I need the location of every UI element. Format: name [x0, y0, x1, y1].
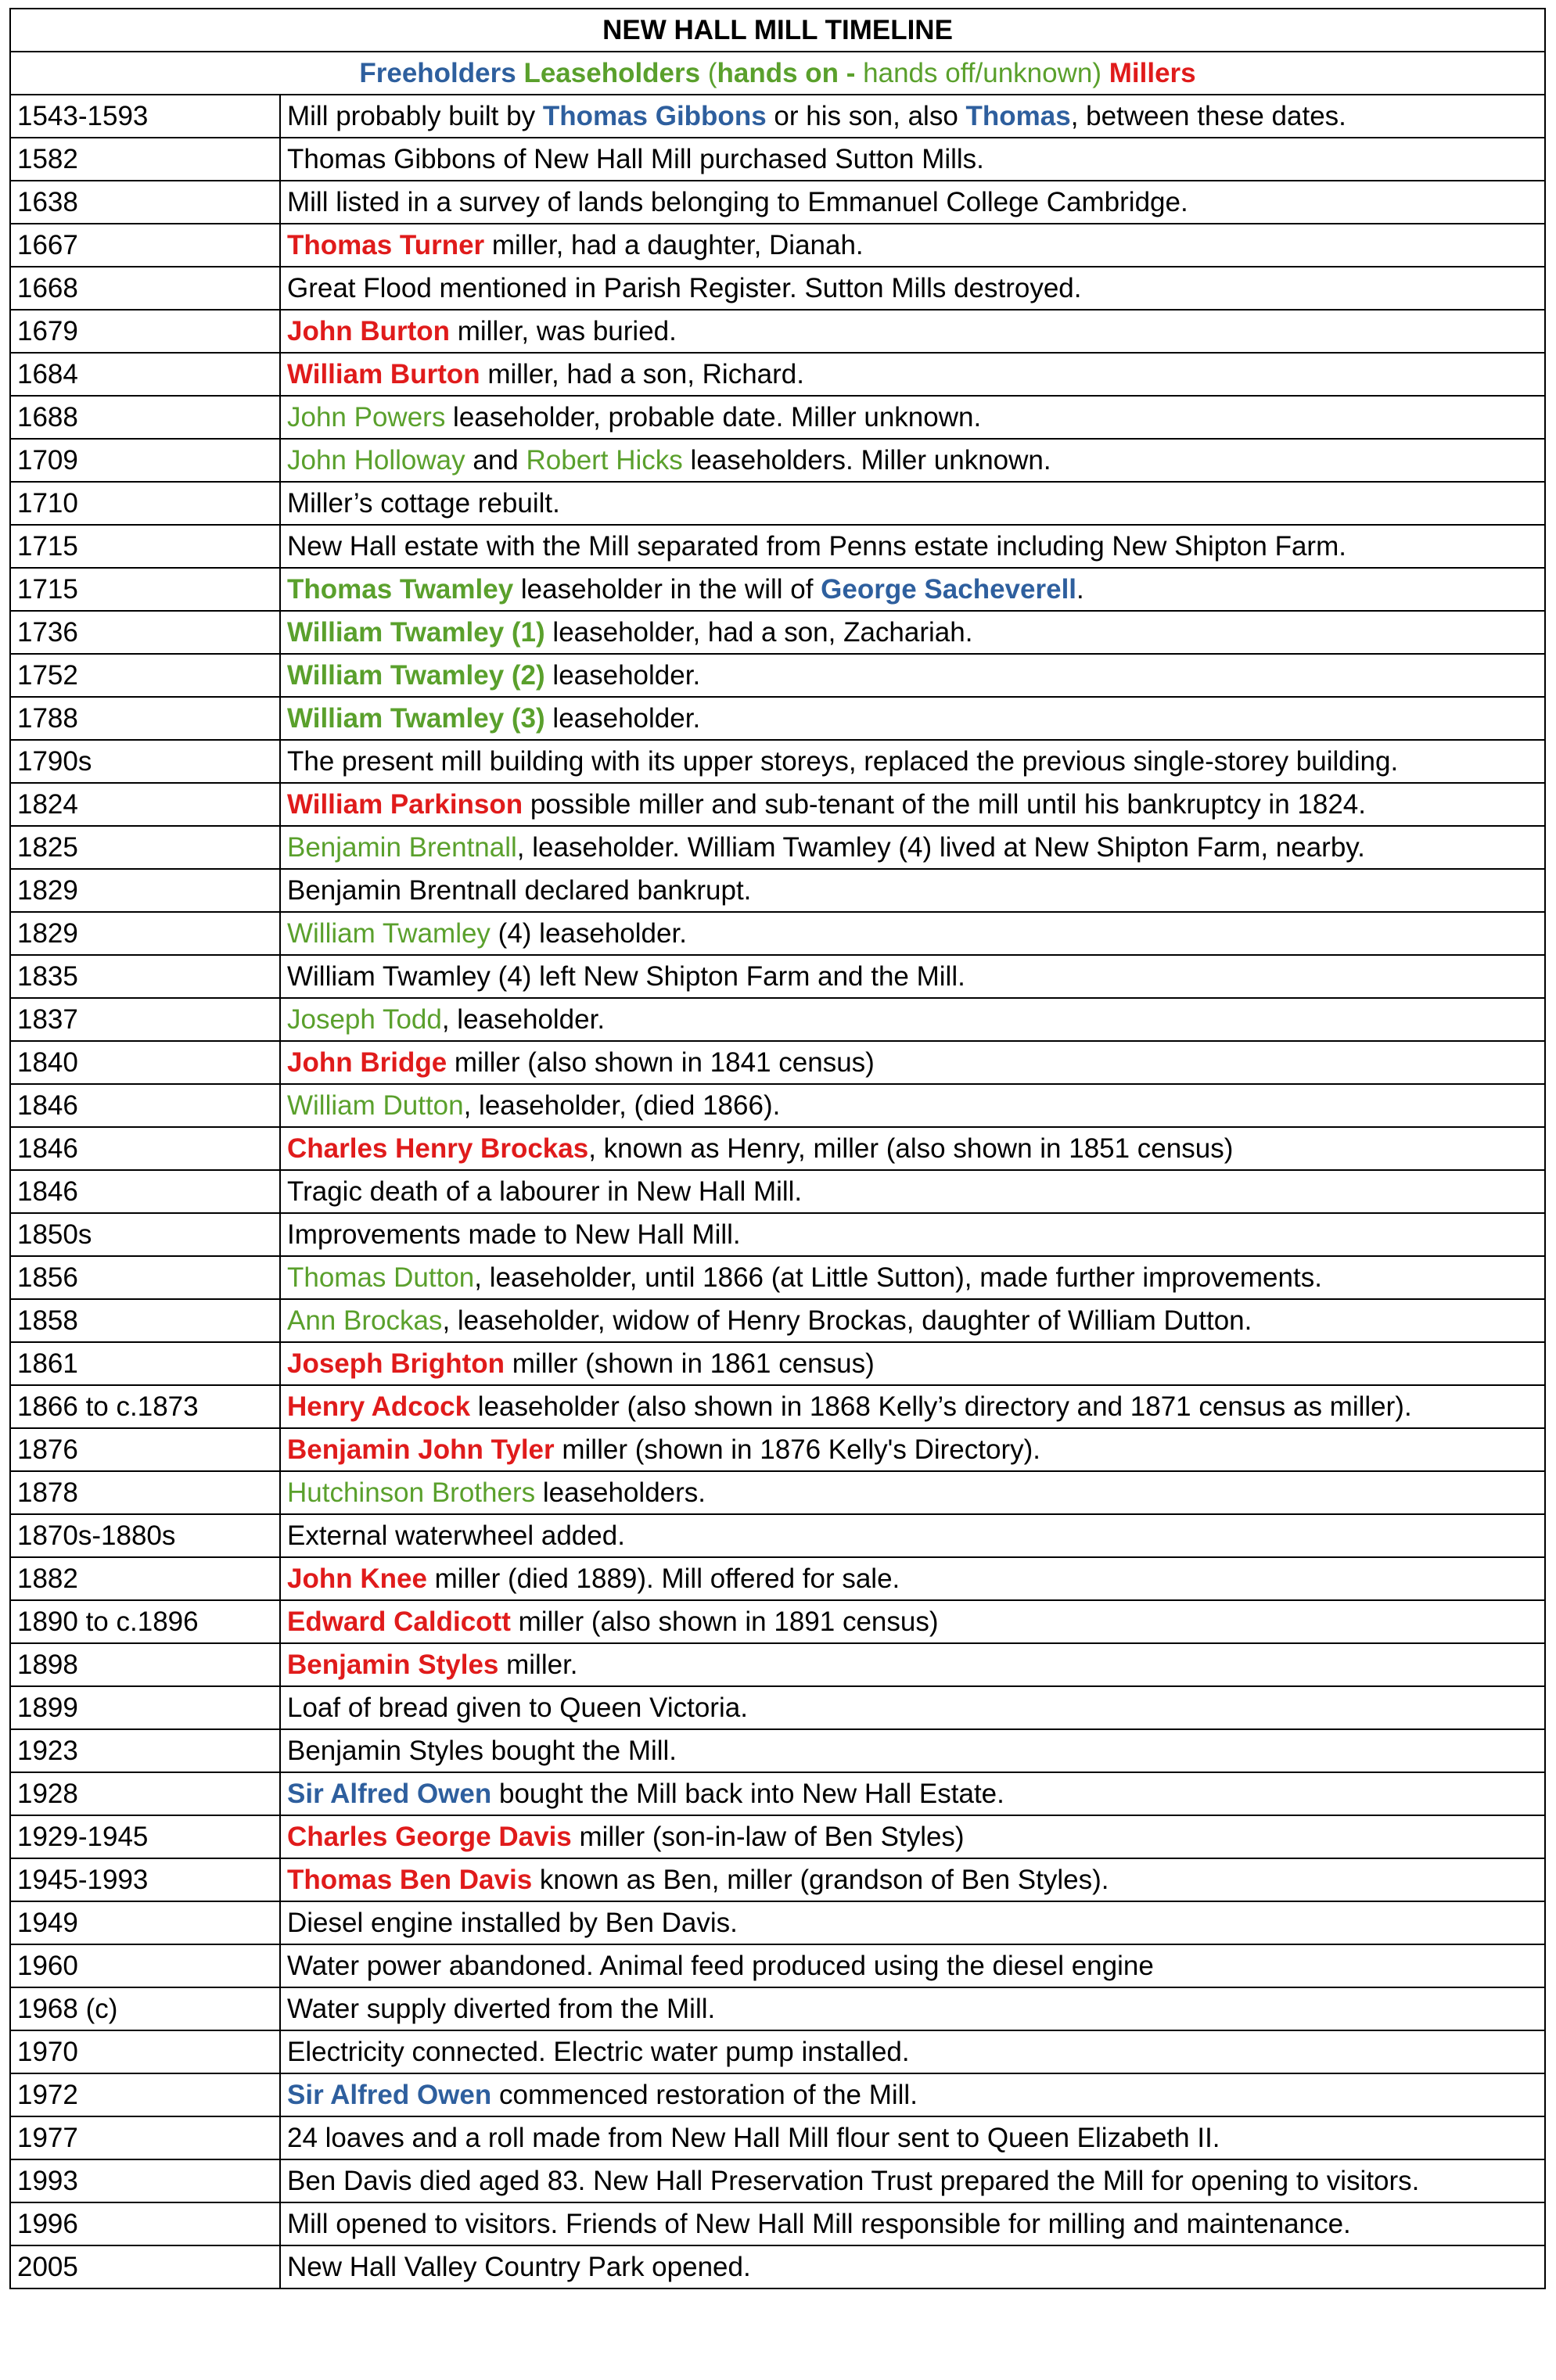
row-date: 1977: [10, 2116, 280, 2159]
timeline-row: [10, 697, 1545, 740]
event-text: or his son, also: [766, 101, 966, 131]
row-event: [280, 2116, 1545, 2159]
event-text: Loaf of bread given to Queen Victoria.: [287, 1693, 748, 1723]
row-date: 1829: [10, 869, 280, 912]
event-text: , leaseholder. William Twamley (4) lived at New Shipton Farm, nearby.: [516, 832, 1365, 863]
miller-name: John Knee: [287, 1563, 427, 1594]
row-date: 1829: [10, 912, 280, 955]
row-event: [280, 267, 1545, 310]
row-event: [280, 1729, 1545, 1772]
event-text: Mill listed in a survey of lands belonging to Emmanuel College Cambridge.: [287, 187, 1188, 217]
event-text: Electricity connected. Electric water pump installed.: [287, 2037, 910, 2067]
row-date: 1715: [10, 525, 280, 568]
event-text: Improvements made to New Hall Mill.: [287, 1219, 741, 1250]
row-date: 1837: [10, 998, 280, 1041]
timeline-row: [10, 1772, 1545, 1815]
row-date: 1960: [10, 1944, 280, 1987]
event-text: leaseholders.: [535, 1477, 706, 1508]
row-date: 1876: [10, 1428, 280, 1471]
row-event: [280, 1385, 1545, 1428]
row-date: 1846: [10, 1127, 280, 1170]
row-date: 1638: [10, 181, 280, 224]
event-text: miller (died 1889). Mill offered for sale.: [426, 1563, 900, 1594]
row-date: 1840: [10, 1041, 280, 1084]
timeline-row: [10, 912, 1545, 955]
row-date: 1899: [10, 1686, 280, 1729]
row-event: [280, 353, 1545, 396]
timeline-row: [10, 2116, 1545, 2159]
event-text: miller, had a daughter, Dianah.: [484, 230, 864, 260]
row-event: [280, 1858, 1545, 1901]
miller-name: Thomas Ben Davis: [287, 1865, 533, 1895]
event-text: William Twamley (4) left New Shipton Farm and the Mill.: [287, 961, 965, 992]
row-event: [280, 1514, 1545, 1557]
event-text: Thomas Gibbons of New Hall Mill purchased Sutton Mills.: [287, 144, 984, 174]
freeholder-name: George Sacheverell: [821, 574, 1077, 605]
timeline-row: [10, 826, 1545, 869]
row-date: 2005: [10, 2245, 280, 2288]
row-date: 1835: [10, 955, 280, 998]
row-event: [280, 654, 1545, 697]
miller-name: William Parkinson: [287, 789, 523, 820]
timeline-row: [10, 998, 1545, 1041]
event-text: 24 loaves and a roll made from New Hall Mill flour sent to Queen Elizabeth II.: [287, 2123, 1220, 2153]
row-event: [280, 912, 1545, 955]
freeholder-name: Thomas: [965, 101, 1071, 131]
timeline-row: [10, 2159, 1545, 2202]
timeline-row: [10, 1342, 1545, 1385]
row-event: [280, 181, 1545, 224]
event-text: leaseholder.: [544, 703, 701, 734]
timeline-row: [10, 1987, 1545, 2030]
timeline-row: [10, 138, 1545, 181]
timeline-row: [10, 95, 1545, 138]
timeline-row: [10, 1557, 1545, 1600]
timeline-row: [10, 1858, 1545, 1901]
row-event: [280, 1471, 1545, 1514]
timeline-row: [10, 2245, 1545, 2288]
timeline-row: [10, 1084, 1545, 1127]
leaseholder-name: John Holloway: [287, 445, 465, 476]
row-event: [280, 1084, 1545, 1127]
row-date: 1752: [10, 654, 280, 697]
leaseholder-name: William Twamley (1): [287, 617, 545, 648]
event-text: New Hall estate with the Mill separated from Penns estate including New Shipton Farm.: [287, 531, 1346, 562]
timeline-row: [10, 1385, 1545, 1428]
timeline-sheet: [9, 8, 1544, 2289]
event-text: miller (shown in 1876 Kelly's Directory).: [554, 1434, 1040, 1465]
row-date: 1858: [10, 1299, 280, 1342]
leaseholder-name: Thomas Dutton: [287, 1262, 475, 1293]
event-text: bought the Mill back into New Hall Estate.: [491, 1779, 1004, 1809]
timeline-row: [10, 955, 1545, 998]
row-date: 1709: [10, 439, 280, 482]
timeline-row: [10, 439, 1545, 482]
row-event: [280, 740, 1545, 783]
timeline-row: [10, 1127, 1545, 1170]
row-date: 1856: [10, 1256, 280, 1299]
row-date: 1715: [10, 568, 280, 611]
miller-name: Henry Adcock: [287, 1391, 471, 1422]
event-text: miller.: [498, 1649, 578, 1680]
timeline-body: [10, 9, 1545, 2288]
event-text: Diesel engine installed by Ben Davis.: [287, 1908, 738, 1938]
timeline-row: [10, 1815, 1545, 1858]
timeline-row: [10, 224, 1545, 267]
title-row: [10, 9, 1545, 52]
row-date: 1949: [10, 1901, 280, 1944]
row-date: 1866 to c.1873: [10, 1385, 280, 1428]
color-legend: [10, 52, 1545, 95]
miller-name: Joseph Brighton: [287, 1348, 505, 1379]
miller-name: Edward Caldicott: [287, 1606, 511, 1637]
event-text: .: [1076, 574, 1084, 605]
leaseholder-name: John Powers: [287, 402, 446, 433]
miller-name: William Burton: [287, 359, 480, 389]
event-text: miller, was buried.: [450, 316, 677, 346]
event-text: leaseholder (also shown in 1868 Kelly’s directory and 1871 census as miller).: [470, 1391, 1412, 1422]
row-date: 1945-1993: [10, 1858, 280, 1901]
event-text: possible miller and sub-tenant of the mill until his bankruptcy in 1824.: [523, 789, 1366, 820]
event-text: Miller’s cottage rebuilt.: [287, 488, 560, 519]
row-event: [280, 2202, 1545, 2245]
legend-leaseholder-text: Leaseholders: [523, 58, 701, 88]
row-event: [280, 1213, 1545, 1256]
row-event: [280, 525, 1545, 568]
row-event: [280, 1643, 1545, 1686]
row-date: 1898: [10, 1643, 280, 1686]
event-text: leaseholder, probable date. Miller unknown.: [445, 402, 982, 433]
row-date: 1878: [10, 1471, 280, 1514]
leaseholder-name: William Dutton: [287, 1090, 464, 1121]
row-event: [280, 955, 1545, 998]
leaseholder-name: William Twamley (3): [287, 703, 545, 734]
row-event: [280, 1772, 1545, 1815]
timeline-row: [10, 310, 1545, 353]
event-text: , leaseholder, (died 1866).: [463, 1090, 781, 1121]
event-text: and: [465, 445, 526, 476]
row-date: 1846: [10, 1084, 280, 1127]
timeline-row: [10, 525, 1545, 568]
event-text: commenced restoration of the Mill.: [491, 2080, 918, 2110]
event-text: Water supply diverted from the Mill.: [287, 1994, 716, 2024]
row-date: 1890 to c.1896: [10, 1600, 280, 1643]
row-event: [280, 2245, 1545, 2288]
row-event: [280, 2073, 1545, 2116]
timeline-row: [10, 1944, 1545, 1987]
row-event: [280, 95, 1545, 138]
event-text: , leaseholder, widow of Henry Brockas, daughter of William Dutton.: [442, 1305, 1252, 1336]
row-date: 1684: [10, 353, 280, 396]
leaseholder-name: Joseph Todd: [287, 1004, 442, 1035]
timeline-row: [10, 740, 1545, 783]
event-text: leaseholder.: [544, 660, 701, 691]
event-text: miller (also shown in 1891 census): [510, 1606, 939, 1637]
timeline-row: [10, 1299, 1545, 1342]
row-event: [280, 1428, 1545, 1471]
row-event: [280, 611, 1545, 654]
legend-leaseholder-text: hands on -: [717, 58, 856, 88]
row-date: 1736: [10, 611, 280, 654]
row-event: [280, 1987, 1545, 2030]
leaseholder-name: Benjamin Brentnall: [287, 832, 517, 863]
row-date: 1996: [10, 2202, 280, 2245]
timeline-row: [10, 2030, 1545, 2073]
timeline-row: [10, 1170, 1545, 1213]
event-text: miller (also shown in 1841 census): [447, 1047, 875, 1078]
event-text: External waterwheel added.: [287, 1520, 625, 1551]
timeline-row: [10, 1901, 1545, 1944]
row-event: [280, 1815, 1545, 1858]
row-event: [280, 568, 1545, 611]
event-text: miller (shown in 1861 census): [505, 1348, 875, 1379]
event-text: Ben Davis died aged 83. New Hall Preservation Trust prepared the Mill for opening to visitors.: [287, 2166, 1420, 2196]
timeline-row: [10, 611, 1545, 654]
timeline-row: [10, 482, 1545, 525]
event-text: leaseholder, had a son, Zachariah.: [544, 617, 973, 648]
row-event: [280, 1256, 1545, 1299]
legend-plain-text: [1101, 58, 1109, 88]
event-text: Mill probably built by: [287, 101, 543, 131]
leaseholder-name: Robert Hicks: [526, 445, 683, 476]
leaseholder-name: William Twamley (2): [287, 660, 545, 691]
freeholder-name: Sir Alfred Owen: [287, 2080, 492, 2110]
miller-name: John Burton: [287, 316, 451, 346]
row-event: [280, 1127, 1545, 1170]
row-date: 1968 (c): [10, 1987, 280, 2030]
row-event: [280, 439, 1545, 482]
row-event: [280, 1299, 1545, 1342]
row-date: 1923: [10, 1729, 280, 1772]
row-date: 1790s: [10, 740, 280, 783]
event-text: (4) leaseholder.: [490, 918, 687, 949]
event-text: , known as Henry, miller (also shown in 1851 census): [588, 1133, 1234, 1164]
row-date: 1850s: [10, 1213, 280, 1256]
row-event: [280, 783, 1545, 826]
row-date: 1710: [10, 482, 280, 525]
event-text: miller (son-in-law of Ben Styles): [571, 1822, 965, 1852]
row-date: 1788: [10, 697, 280, 740]
row-date: 1929-1945: [10, 1815, 280, 1858]
row-event: [280, 697, 1545, 740]
event-text: Great Flood mentioned in Parish Register. Sutton Mills destroyed.: [287, 273, 1082, 303]
row-date: 1679: [10, 310, 280, 353]
row-date: 1928: [10, 1772, 280, 1815]
legend-freeholder-text: Freeholders: [359, 58, 516, 88]
legend-miller-text: Millers: [1109, 58, 1196, 88]
timeline-row: [10, 2073, 1545, 2116]
row-date: 1993: [10, 2159, 280, 2202]
row-event: [280, 310, 1545, 353]
timeline-row: [10, 396, 1545, 439]
event-text: , between these dates.: [1070, 101, 1346, 131]
timeline-row: [10, 1041, 1545, 1084]
row-event: [280, 2159, 1545, 2202]
row-event: [280, 1600, 1545, 1643]
timeline-row: [10, 2202, 1545, 2245]
timeline-row: [10, 1471, 1545, 1514]
timeline-row: [10, 654, 1545, 697]
row-event: [280, 396, 1545, 439]
timeline-row: [10, 1686, 1545, 1729]
timeline-row: [10, 1428, 1545, 1471]
timeline-row: [10, 1213, 1545, 1256]
row-event: [280, 482, 1545, 525]
event-text: leaseholders. Miller unknown.: [682, 445, 1051, 476]
row-event: [280, 1901, 1545, 1944]
event-text: leaseholder in the will of: [513, 574, 821, 605]
row-event: [280, 224, 1545, 267]
row-date: 1861: [10, 1342, 280, 1385]
leaseholder-name: William Twamley: [287, 918, 491, 949]
timeline-row: [10, 1256, 1545, 1299]
timeline-row: [10, 353, 1545, 396]
row-date: 1870s-1880s: [10, 1514, 280, 1557]
row-date: 1582: [10, 138, 280, 181]
row-date: 1824: [10, 783, 280, 826]
miller-name: John Bridge: [287, 1047, 447, 1078]
row-event: [280, 1557, 1545, 1600]
miller-name: Benjamin John Tyler: [287, 1434, 555, 1465]
legend-leaseholder-text: hands off/unknown): [855, 58, 1102, 88]
row-date: 1882: [10, 1557, 280, 1600]
timeline-row: [10, 1514, 1545, 1557]
row-event: [280, 1686, 1545, 1729]
leaseholder-name: Thomas Twamley: [287, 574, 514, 605]
page-title: NEW HALL MILL TIMELINE: [10, 9, 1545, 52]
row-event: [280, 869, 1545, 912]
event-text: , leaseholder.: [441, 1004, 606, 1035]
row-event: [280, 1041, 1545, 1084]
freeholder-name: Sir Alfred Owen: [287, 1779, 492, 1809]
event-text: known as Ben, miller (grandson of Ben Styles).: [532, 1865, 1109, 1895]
row-date: 1543-1593: [10, 95, 280, 138]
row-event: [280, 998, 1545, 1041]
timeline-row: [10, 783, 1545, 826]
row-event: [280, 1170, 1545, 1213]
timeline-row: [10, 1600, 1545, 1643]
row-event: [280, 138, 1545, 181]
event-text: Tragic death of a labourer in New Hall Mill.: [287, 1176, 803, 1207]
timeline-row: [10, 568, 1545, 611]
timeline-row: [10, 181, 1545, 224]
row-date: 1972: [10, 2073, 280, 2116]
row-event: [280, 2030, 1545, 2073]
freeholder-name: Thomas Gibbons: [542, 101, 767, 131]
legend-leaseholder-text: (: [700, 58, 717, 88]
event-text: miller, had a son, Richard.: [480, 359, 804, 389]
legend-plain-text: [516, 58, 524, 88]
row-event: [280, 826, 1545, 869]
event-text: Mill opened to visitors. Friends of New Hall Mill responsible for milling and maintenance.: [287, 2209, 1351, 2239]
row-event: [280, 1342, 1545, 1385]
timeline-row: [10, 267, 1545, 310]
event-text: Benjamin Styles bought the Mill.: [287, 1736, 677, 1766]
row-date: 1668: [10, 267, 280, 310]
event-text: Water power abandoned. Animal feed produced using the diesel engine: [287, 1951, 1154, 1981]
timeline-row: [10, 869, 1545, 912]
leaseholder-name: Hutchinson Brothers: [287, 1477, 536, 1508]
row-date: 1667: [10, 224, 280, 267]
row-date: 1825: [10, 826, 280, 869]
event-text: , leaseholder, until 1866 (at Little Sutton), made further improvements.: [474, 1262, 1322, 1293]
leaseholder-name: Ann Brockas: [287, 1305, 443, 1336]
legend-row: [10, 52, 1545, 95]
miller-name: Charles George Davis: [287, 1822, 572, 1852]
row-date: 1970: [10, 2030, 280, 2073]
row-date: 1688: [10, 396, 280, 439]
timeline-row: [10, 1643, 1545, 1686]
miller-name: Benjamin Styles: [287, 1649, 499, 1680]
miller-name: Charles Henry Brockas: [287, 1133, 589, 1164]
miller-name: Thomas Turner: [287, 230, 485, 260]
timeline-table: [9, 8, 1546, 2289]
row-date: 1846: [10, 1170, 280, 1213]
row-event: [280, 1944, 1545, 1987]
event-text: Benjamin Brentnall declared bankrupt.: [287, 875, 752, 906]
event-text: New Hall Valley Country Park opened.: [287, 2252, 751, 2282]
event-text: The present mill building with its upper storeys, replaced the previous single-storey building.: [287, 746, 1399, 777]
timeline-row: [10, 1729, 1545, 1772]
